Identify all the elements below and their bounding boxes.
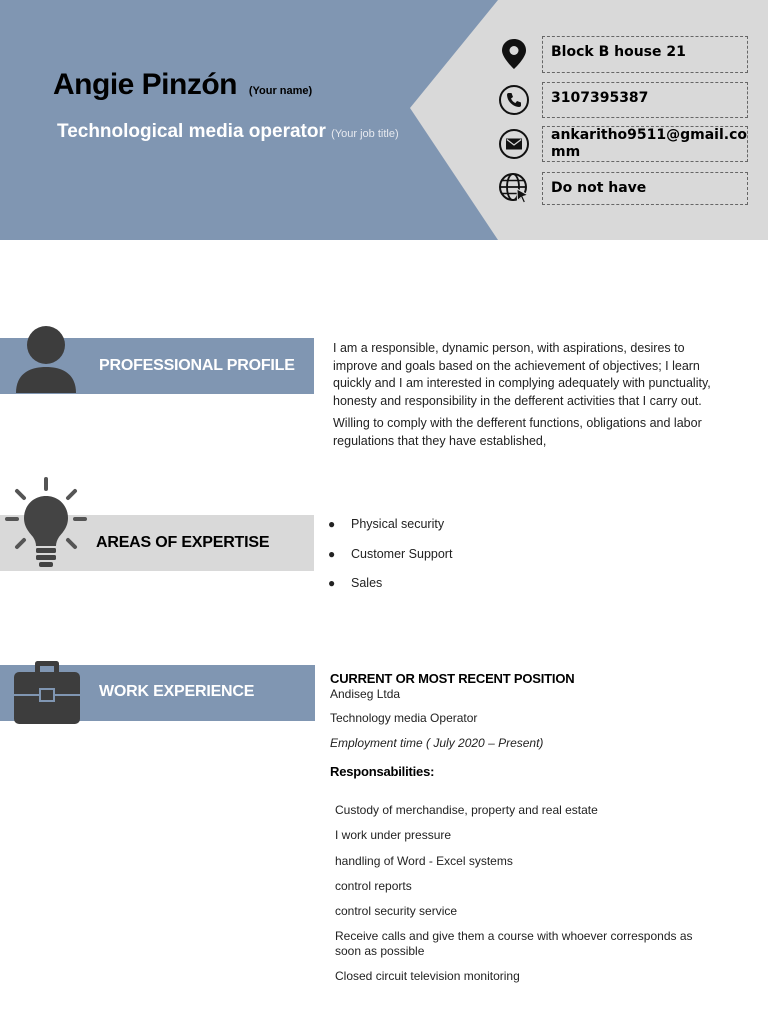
list-item <box>328 514 452 544</box>
list-item: Closed circuit television monitoring <box>335 969 520 983</box>
experience-title: WORK EXPERIENCE <box>99 683 255 700</box>
name-text: Angie Pinzón <box>53 68 237 101</box>
expertise-title: AREAS OF EXPERTISE <box>96 534 270 551</box>
website-field: Do not have <box>542 172 748 205</box>
envelope-icon <box>498 128 530 160</box>
job-title-hint: (Your job title) <box>331 128 399 140</box>
experience-details <box>330 671 730 779</box>
location-pin-icon <box>498 38 530 70</box>
profile-paragraph-2: Willing to comply with the defferent functions, obligations and labor regulations that they have established, <box>333 416 702 448</box>
list-item: handling of Word - Excel systems <box>335 854 513 868</box>
lightbulb-icon <box>4 476 88 572</box>
list-item <box>328 573 452 603</box>
company-name: Andiseg Ltda <box>330 687 401 701</box>
phone-icon <box>498 84 530 116</box>
expertise-item: Physical security <box>351 517 445 531</box>
bullet-icon: ● <box>328 517 336 531</box>
profile-description <box>333 340 718 450</box>
list-item: Receive calls and give them a course with whoever corresponds as soon as possible <box>335 929 693 958</box>
briefcase-icon <box>13 660 81 726</box>
candidate-name <box>53 68 312 102</box>
profile-paragraph-1: I am a responsible, dynamic person, with aspirations, desires to improve and goals based on the achievement of objectives; I learn quickly and I am interested in complying adequately with punctuality, honesty and responsibility in the defferent activities that I carry out. <box>333 341 711 408</box>
name-hint: (Your name) <box>248 85 313 97</box>
employment-time: Employment time ( July 2020 – Present) <box>330 736 544 750</box>
list-item: control security service <box>335 904 458 918</box>
list-item: I work under pressure <box>335 828 452 842</box>
person-icon <box>14 325 78 393</box>
position-heading: CURRENT OR MOST RECENT POSITION <box>330 671 575 686</box>
responsibilities-heading: Responsabilities: <box>330 764 435 779</box>
list-item <box>328 544 452 574</box>
phone-field: 3107395387 <box>542 82 748 118</box>
job-title <box>57 121 399 143</box>
list-item: Custody of merchandise, property and real estate <box>335 803 598 817</box>
job-title-text: Technological media operator <box>57 121 326 142</box>
email-line-1: ankaritho9511@gmail.co <box>551 127 748 143</box>
list-item: control reports <box>335 879 412 893</box>
expertise-item: Sales <box>351 576 383 590</box>
globe-cursor-icon <box>498 172 530 204</box>
email-field <box>542 126 748 162</box>
profile-title: PROFESSIONAL PROFILE <box>99 357 295 374</box>
expertise-list <box>328 514 452 603</box>
expertise-item: Customer Support <box>351 546 453 561</box>
email-line-2: mm <box>551 144 581 160</box>
role-title: Technology media Operator <box>330 711 478 725</box>
bullet-icon: ● <box>328 576 336 590</box>
address-field: Block B house 21 <box>542 36 748 73</box>
bullet-icon: ● <box>328 546 336 561</box>
